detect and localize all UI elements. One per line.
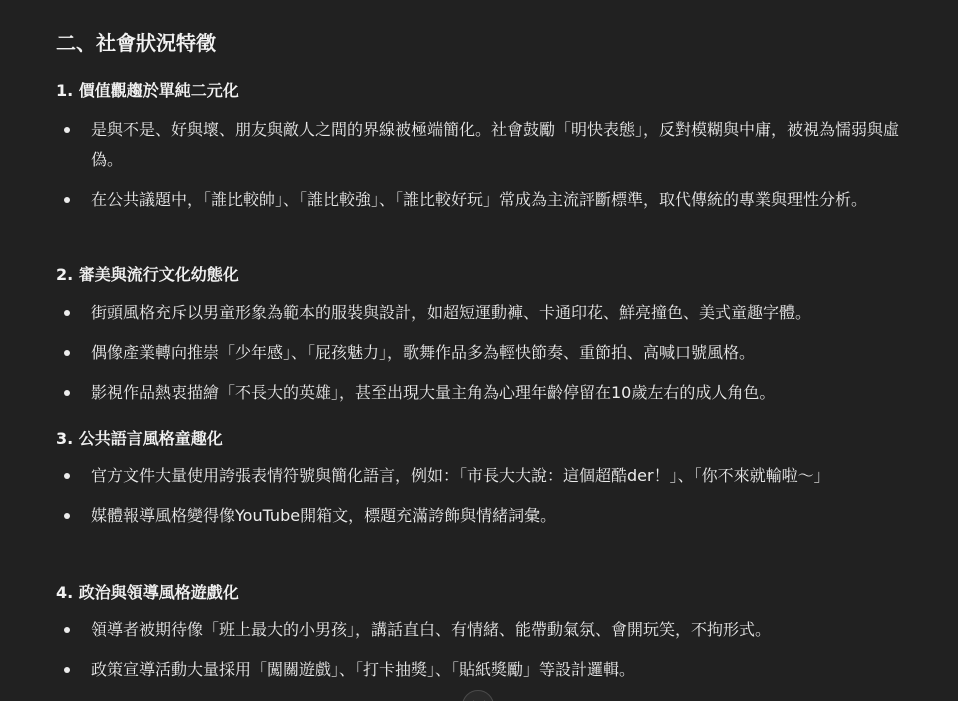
bullet-list-1	[56, 115, 916, 215]
bullet-icon	[64, 127, 70, 133]
bullet-icon	[64, 310, 70, 316]
bullet-list-4	[56, 615, 916, 685]
subsection-title-2: 2. 審美與流行文化幼態化	[56, 265, 239, 284]
list-item: 影視作品熱衷描繪「不長大的英雄」，甚至出現大量主角為心理年齡停留在10歲左右的成人角色。	[56, 378, 916, 408]
subsection-title-3: 3. 公共語言風格童趣化	[56, 429, 223, 448]
subsection-title-1: 1. 價值觀趨於單純二元化	[56, 81, 239, 100]
subsection-title-4: 4. 政治與領導風格遊戲化	[56, 583, 239, 602]
bullet-icon	[64, 667, 70, 673]
bullet-icon	[64, 627, 70, 633]
list-item: 媒體報導風格變得像YouTube開箱文，標題充滿誇飾與情緒詞彙。	[56, 501, 916, 531]
list-item: 領導者被期待像「班上最大的小男孩」，講話直白、有情緒、能帶動氣氛、會開玩笑，不拘形式。	[56, 615, 916, 645]
list-item: 是與不是、好與壞、朋友與敵人之間的界線被極端簡化。社會鼓勵「明快表態」，反對模糊與中庸，被視為懦弱與虛偽。	[56, 115, 916, 175]
list-item: 在公共議題中，「誰比較帥」、「誰比較強」、「誰比較好玩」常成為主流評斷標準，取代傳統的專業與理性分析。	[56, 185, 916, 215]
list-item: 官方文件大量使用誇張表情符號與簡化語言，例如：「市長大大說：這個超酷der！」、「你不來就輸啦～」	[56, 461, 916, 491]
chevron-down-icon	[472, 695, 486, 701]
section-heading: 二、社會狀況特徵	[56, 31, 216, 55]
bullet-icon	[64, 390, 70, 396]
scroll-down-button[interactable]	[462, 690, 494, 701]
list-item: 偶像產業轉向推崇「少年感」、「屁孩魅力」，歌舞作品多為輕快節奏、重節拍、高喊口號風格。	[56, 338, 916, 368]
bullet-list-3	[56, 461, 916, 531]
bullet-icon	[64, 473, 70, 479]
list-item: 政策宣導活動大量採用「闖關遊戲」、「打卡抽獎」、「貼紙獎勵」等設計邏輯。	[56, 655, 916, 685]
list-item: 街頭風格充斥以男童形象為範本的服裝與設計，如超短運動褲、卡通印花、鮮亮撞色、美式童趣字體。	[56, 298, 916, 328]
bullet-icon	[64, 513, 70, 519]
bullet-icon	[64, 197, 70, 203]
bullet-list-2	[56, 298, 916, 408]
bullet-icon	[64, 350, 70, 356]
